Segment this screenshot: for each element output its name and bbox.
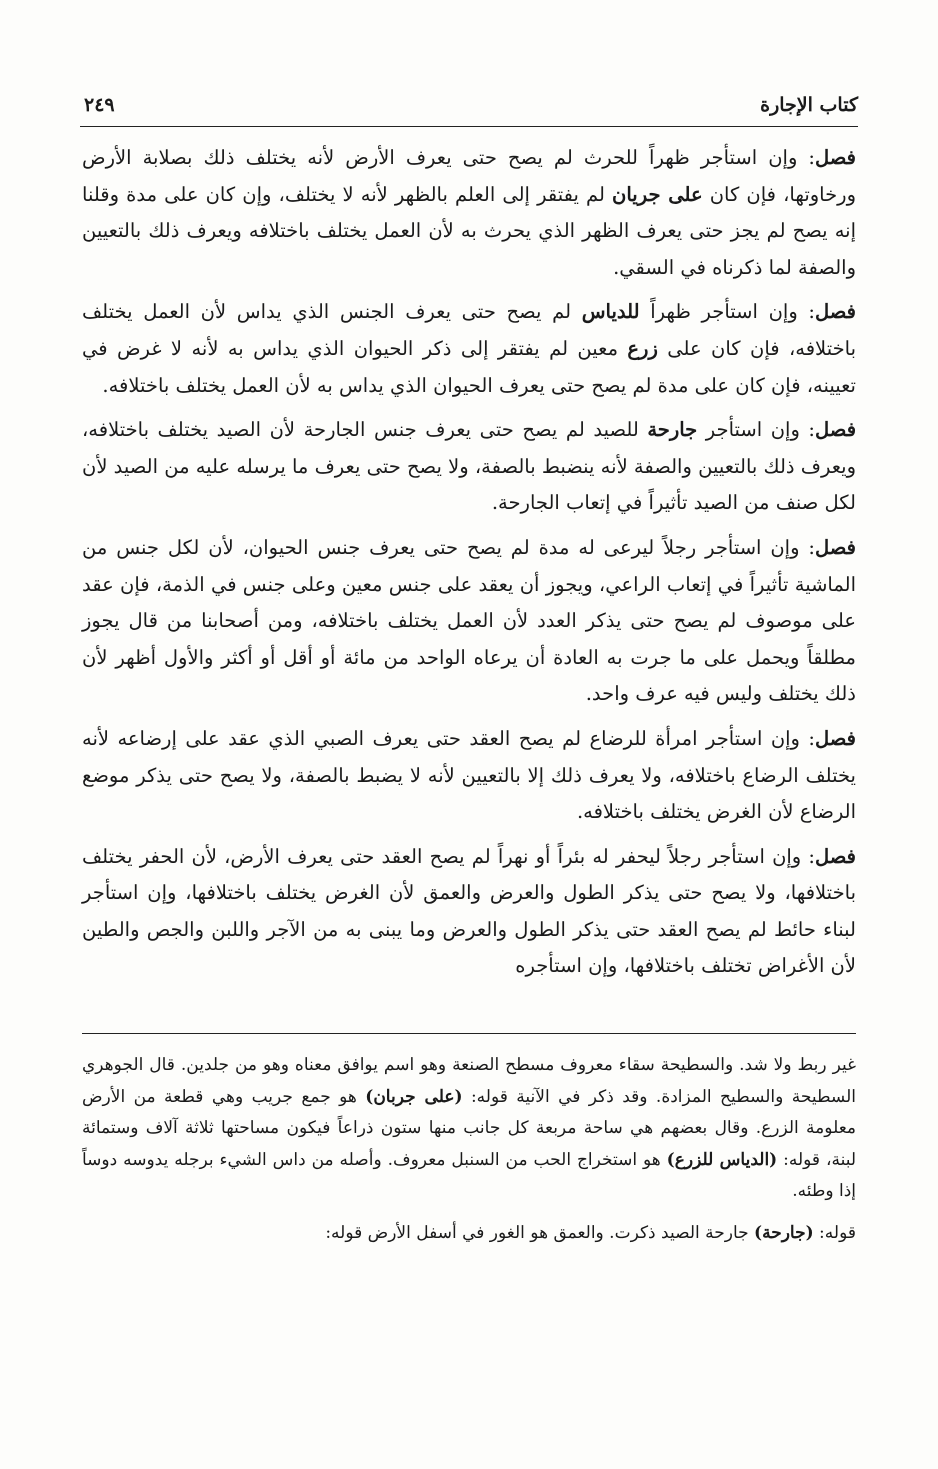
section-paragraph <box>82 294 856 404</box>
footnote-term: (على جربان) <box>365 1086 463 1107</box>
main-text <box>82 140 856 993</box>
footnote-text: هو استخراج الحب من السنبل معروف. وأصله من داس الشيء برجله يدوسه دوساً إذا وطئه. <box>82 1149 856 1202</box>
footnotes <box>82 1050 856 1260</box>
section-heading: فصل <box>815 146 856 169</box>
footnote-text: قوله: <box>813 1222 856 1243</box>
footnote-text: جارحة الصيد ذكرت. والعمق هو الغور في أسفل الأرض قوله: <box>325 1222 755 1243</box>
bold-term: للدياس <box>581 300 640 324</box>
section-paragraph <box>82 721 856 831</box>
paragraph-text: معين لم يفتقر إلى ذكر الحيوان الذي يداس به لأنه لا غرض في تعيينه، فإن كان على مدة لم يصح حتى يعرف الحيوان الذي يداس به لأن العمل يختلف باختلافه. <box>82 336 856 397</box>
paragraph-text: : وإن استأجر رجلاً ليرعى له مدة لم يصح حتى يعرف جنس الحيوان، لأن لكل جنس من الماشية تأثيراً في إتعاب الراعي، ويجوز أن يعقد على جنس معين وعلى جنس في الذمة، فإن عقد على موصوف لم يصح حتى يذكر العدد لأن العمل يختلف باختلافه، ومن أصحابنا من قال يجوز مطلقاً ويحمل على ما جرت به العادة أن يرعاه الواحد من مائة أو أقل أو أكثر والأول أظهر لأن ذلك يختلف وليس فيه عرف واحد. <box>82 535 856 706</box>
footnote-term: (الدياس للزرع) <box>666 1149 778 1170</box>
header-rule <box>80 126 858 127</box>
section-heading: فصل <box>815 418 857 442</box>
section-heading: فصل <box>815 300 856 324</box>
page-number: ٢٤٩ <box>84 94 115 116</box>
section-heading: فصل <box>815 844 856 868</box>
section-heading: فصل <box>815 726 856 750</box>
bold-term: زرع <box>627 336 658 360</box>
section-paragraph <box>82 530 856 713</box>
paragraph-text: : وإن استأجر رجلاً ليحفر له بئراً أو نهراً لم يصح العقد حتى يعرف الأرض، لأن الحفر يختلف باختلافها، ولا يصح حتى يذكر الطول والعرض والعمق لأن الغرض يختلف باختلافها، وإن استأجر لبناء حائط لم يصح العقد حتى يذكر الطول والعرض وما يبنى به من الآجر واللبن والجص والطين لأن الأغراض تختلف باختلافها، وإن استأجره <box>82 844 856 978</box>
footnote-rule <box>82 1033 856 1034</box>
bold-term: على جريان <box>612 182 703 206</box>
running-header <box>80 88 858 128</box>
paragraph-text: للصيد لم يصح حتى يعرف جنس الجارحة لأن الصيد يختلف باختلافه، ويعرف ذلك بالتعيين والصفة لأنه ينضبط بالصفة، ولا يصح حتى يعرف ما يرسله عليه من الصيد لأن لكل صنف من الصيد تأثيراً في إتعاب الجارحة. <box>82 418 856 515</box>
chapter-title: كتاب الإجارة <box>760 94 858 116</box>
section-paragraph <box>82 140 856 286</box>
bold-term: جارحة <box>647 418 698 442</box>
paragraph-text: : وإن استأجر ظهراً للحرث لم يصح حتى يعرف الأرض لأنه يختلف ذلك بصلابة الأرض ورخاوتها، فإن كان <box>82 146 856 206</box>
footnote-text: غير ربط ولا شد. والسطيحة سقاء معروف مسطح الصنعة وهو اسم يوافق معناه وهو من جلدين. قال الجوهري السطيحة والسطيح المزادة. وقد ذكر في الآنية قوله: <box>82 1055 857 1107</box>
paragraph-text: لم يصح حتى يعرف الجنس الذي يداس لأن العمل يختلف باختلافه، فإن كان على <box>82 300 857 360</box>
footnote-text: هو جمع جريب وهي قطعة من الأرض معلومة الزرع. وقال بعضهم هي ساحة مربعة كل جانب منها ستون ذراعاً فيكون مساحتها ثلاثة آلاف وستمائة لبنة، قوله: <box>82 1086 857 1170</box>
section-paragraph <box>82 412 856 522</box>
paragraph-text: : وإن استأجر امرأة للرضاع لم يصح العقد حتى يعرف الصبي الذي عقد على إرضاعه لأنه يختلف الرضاع باختلافه، ولا يعرف ذلك إلا بالتعيين لأنه لا يضبط بالصفة، ولا يصح حتى يذكر موضع الرضاع لأن الغرض يختلف باختلافه. <box>82 726 856 824</box>
section-heading: فصل <box>815 535 856 559</box>
footnote-term: (جارحة) <box>754 1222 814 1243</box>
paragraph-text: : وإن استأجر ظهراً <box>639 300 815 324</box>
footnote-paragraph <box>82 1218 856 1250</box>
footnote-paragraph <box>82 1050 856 1208</box>
paragraph-text: لم يفتقر إلى العلم بالظهر لأنه لا يختلف، وإن كان على مدة وقلنا إنه يصح لم يجز حتى يعرف الظهر الذي يحرث به لأن العمل يختلف باختلافه ويعرف ذلك بالتعيين والصفة لما ذكرناه في السقي. <box>82 182 856 279</box>
paragraph-text: : وإن استأجر <box>697 418 816 442</box>
section-paragraph <box>82 839 856 985</box>
